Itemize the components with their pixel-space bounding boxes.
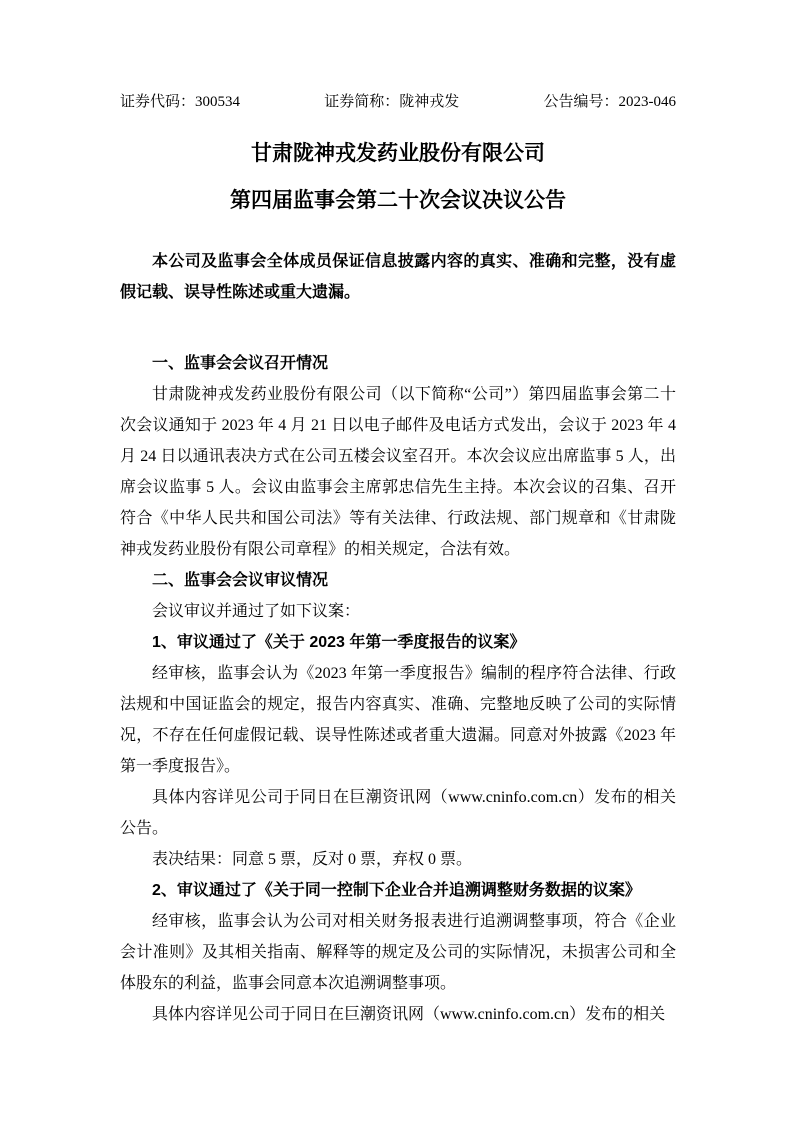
- proposal-2-heading: 2、审议通过了《关于同一控制下企业合并追溯调整财务数据的议案》: [152, 882, 641, 899]
- document-header: [120, 92, 676, 112]
- proposal-1-review-paragraph: 经审核，监事会认为《2023 年第一季度报告》编制的程序符合法律、行政法规和中国证监会的规定，报告内容真实、准确、完整地反映了公司的实际情况，不存在任何虚假记载、误导性陈述或者重大遗漏。同意对外披露《2023 年第一季度报告》。: [120, 665, 676, 775]
- section-heading-2: 二、监事会会议审议情况: [152, 572, 329, 589]
- company-name-title: 甘肃陇神戎发药业股份有限公司: [251, 142, 545, 165]
- proposal-2-details-paragraph: 具体内容详见公司于同日在巨潮资讯网（www.cninfo.com.cn）发布的相关: [152, 1006, 666, 1023]
- proposal-1-heading: 1、审议通过了《关于 2023 年第一季度报告的议案》: [152, 634, 526, 651]
- review-intro-paragraph: 会议审议并通过了如下议案：: [152, 603, 361, 620]
- meeting-convening-paragraph: 甘肃陇神戎发药业股份有限公司（以下简称“公司”）第四届监事会第二十次会议通知于 2023 年 4 月 21 日以电子邮件及电话方式发出，会议于 2023 年 4 月 24 日以通讯表决方式在公司五楼会议室召开。本次会议应出席监事 5 人，出席会议监事 5 人。会议由监事会主席郭忠信先生主持。本次会议的召集、召开符合《中华人民共和国公司法》等有关法律、行政法规、部门规章和《甘肃陇神戎发药业股份有限公司章程》的相关规定，合法有效。: [120, 386, 676, 558]
- proposal-2-review-paragraph: 经审核，监事会认为公司对相关财务报表进行追溯调整事项，符合《企业会计准则》及其相关指南、解释等的规定及公司的实际情况，未损害公司和全体股东的利益，监事会同意本次追溯调整事项。: [120, 913, 676, 992]
- stock-name-label: 证券简称：陇神戎发: [324, 94, 460, 110]
- proposal-1-details-paragraph: 具体内容详见公司于同日在巨潮资讯网（www.cninfo.com.cn）发布的相关公告。: [120, 789, 676, 837]
- section-heading-1: 一、监事会会议召开情况: [152, 355, 329, 372]
- proposal-1-vote-result: 表决结果：同意 5 票，反对 0 票，弃权 0 票。: [152, 851, 473, 868]
- announcement-number-label: 公告编号：2023-046: [543, 94, 676, 110]
- stock-code-label: 证券代码：300534: [120, 94, 241, 110]
- announcement-title: 第四届监事会第二十次会议决议公告: [230, 189, 566, 212]
- disclaimer-statement: 本公司及监事会全体成员保证信息披露内容的真实、准确和完整，没有虚假记载、误导性陈述或重大遗漏。: [120, 253, 676, 301]
